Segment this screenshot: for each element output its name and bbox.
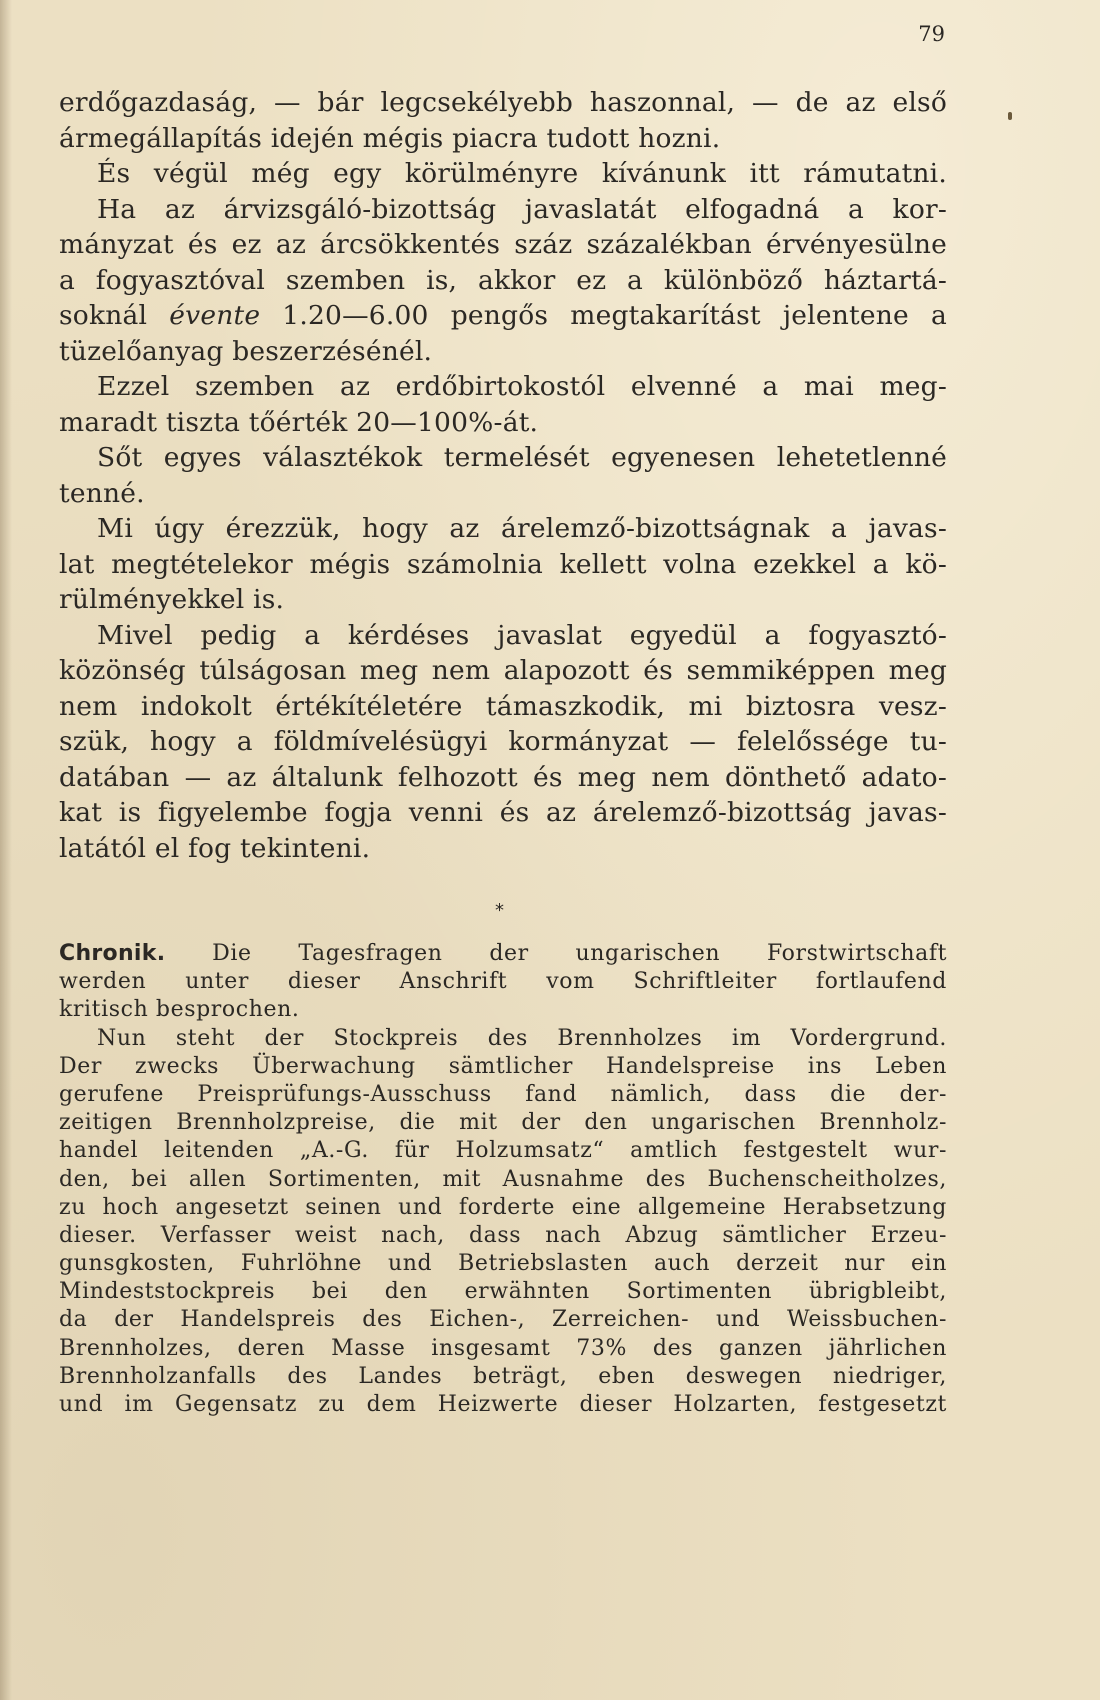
text-line: kritisch besprochen. xyxy=(59,997,300,1023)
italic-word: évente xyxy=(169,300,261,331)
page-binding-shadow xyxy=(0,0,12,1700)
text-line: lat megtételekor mégis számolnia kellett volna ezekkel a kö- xyxy=(59,548,947,580)
text-line: Sőt egyes választékok termelését egyenesen lehetetlenné xyxy=(97,442,947,473)
text-line: szük, hogy a földmívelésügyi kormányzat — felelőssége tu- xyxy=(59,726,947,757)
text-line: gerufene Preisprüfungs-Ausschuss fand nämlich, dass die der- xyxy=(59,1081,947,1107)
text-line: zeitigen Brennholzpreise, die mit der den ungarischen Brennholz- xyxy=(59,1110,947,1136)
text-line: erdőgazdaság, — bár legcsekélyebb haszonnal, — de az első xyxy=(59,87,947,118)
text-segment: Die Tagesfragen der ungarischen Forstwirtschaft xyxy=(212,941,948,966)
text-line: Brennholzes, deren Masse insgesamt 73% des ganzen jährlichen xyxy=(59,1335,947,1361)
text-line: tenné. xyxy=(59,477,145,509)
text-line xyxy=(59,940,947,968)
section-heading: Chronik. xyxy=(59,941,166,966)
text-line: zu hoch angesetzt seinen und forderte eine allgemeine Herabsetzung xyxy=(59,1194,947,1220)
section-separator-asterisk: * xyxy=(495,900,504,921)
text-segment: soknál xyxy=(59,300,170,331)
german-summary-text xyxy=(59,940,947,1419)
text-line: kat is figyelembe fogja venni és az árelemző-bizottság javas- xyxy=(59,797,947,828)
text-line: Der zwecks Überwachung sämtlicher Handelspreise ins Leben xyxy=(59,1053,947,1079)
text-line: Mi úgy érezzük, hogy az árelemző-bizottságnak a javas- xyxy=(97,513,947,544)
text-line: ármegállapítás idején mégis piacra tudott hozni. xyxy=(59,122,721,154)
text-line: Nun steht der Stockpreis des Brennholzes im Vordergrund. xyxy=(97,1025,947,1051)
hungarian-body-text xyxy=(59,85,947,866)
text-line: És végül még egy körülményre kívánunk itt rámutatni. xyxy=(97,158,947,189)
text-line: közönség túlságosan meg nem alapozott és semmiképpen meg xyxy=(59,655,947,686)
text-line: Mivel pedig a kérdéses javaslat egyedül a fogyasztó- xyxy=(97,619,947,651)
text-line: gunsgkosten, Fuhrlöhne und Betriebslasten auch derzeit nur ein xyxy=(59,1251,947,1277)
page-number: 79 xyxy=(918,22,945,46)
text-line: dieser. Verfasser weist nach, dass nach Abzug sämtlicher Erzeu- xyxy=(59,1222,947,1248)
text-line: datában — az általunk felhozott és meg nem dönthető adato- xyxy=(59,761,947,793)
text-line: und im Gegensatz zu dem Heizwerte dieser Holzarten, festgesetzt xyxy=(59,1392,947,1417)
text-line: Ha az árvizsgáló-bizottság javaslatát elfogadná a kor- xyxy=(97,193,947,225)
text-line: a fogyasztóval szemben is, akkor ez a különböző háztartá- xyxy=(59,264,947,296)
text-line: latától el fog tekinteni. xyxy=(59,832,371,864)
text-line: Ezzel szemben az erdőbirtokostól elvenné a mai meg- xyxy=(97,371,947,402)
text-line: da der Handelspreis des Eichen-, Zerreichen- und Weissbuchen- xyxy=(59,1307,947,1333)
text-line xyxy=(59,298,947,334)
text-line: rülményekkel is. xyxy=(59,584,285,615)
ink-speck xyxy=(1008,112,1012,120)
text-line: werden unter dieser Anschrift vom Schriftleiter fortlaufend xyxy=(59,969,947,995)
text-line: mányzat és ez az árcsökkentés száz százalékban érvényesülne xyxy=(59,229,947,260)
text-line: Brennholzanfalls des Landes beträgt, eben deswegen niedriger, xyxy=(59,1363,947,1389)
text-line: den, bei allen Sortimenten, mit Ausnahme des Buchenscheitholzes, xyxy=(59,1166,947,1192)
text-line: handel leitenden „A.-G. für Holzumsatz“ amtlich festgestelt wur- xyxy=(59,1138,947,1164)
text-line: nem indokolt értékítéletére támaszkodik, mi biztosra vesz- xyxy=(59,690,947,722)
text-segment: 1.20—6.00 pengős megtakarítást jelentene a xyxy=(260,300,947,331)
text-line: tüzelőanyag beszerzésénél. xyxy=(59,335,433,367)
text-line: Mindeststockpreis bei den erwähnten Sortimenten übrigbleibt, xyxy=(59,1279,947,1305)
text-line: maradt tiszta tőérték 20—100%-át. xyxy=(59,406,539,438)
